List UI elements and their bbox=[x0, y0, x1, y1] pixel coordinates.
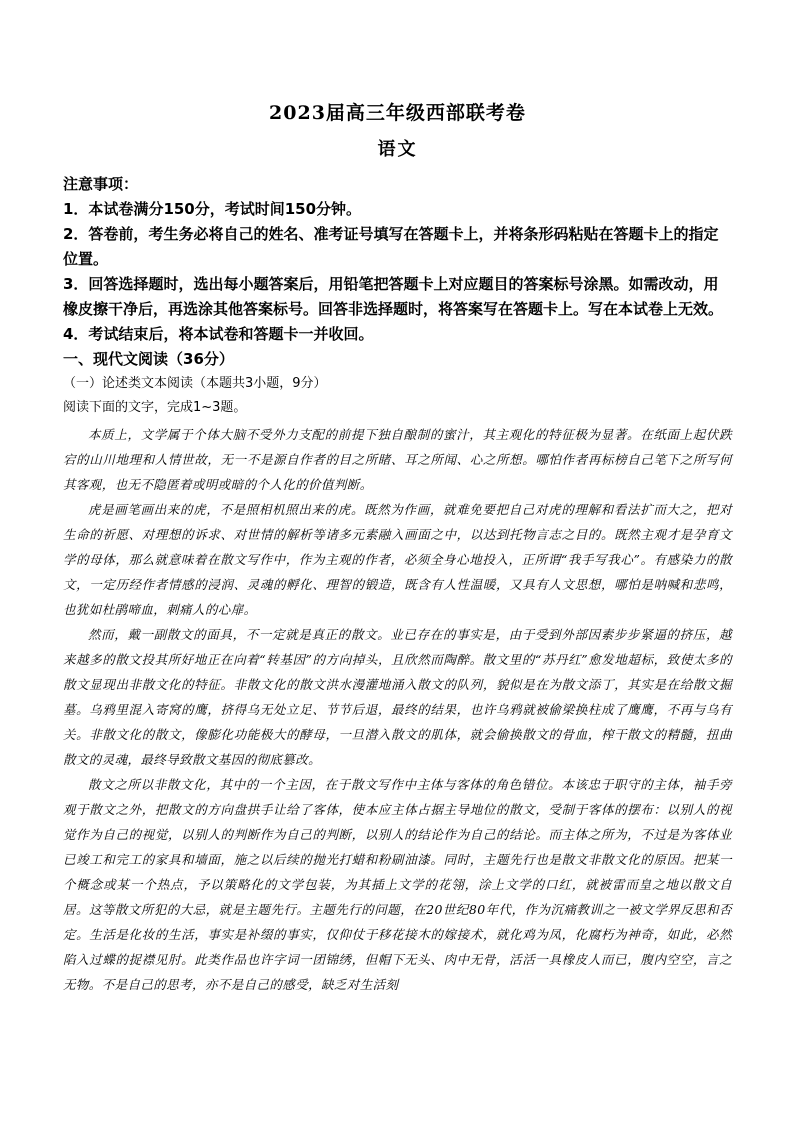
reading-passage bbox=[63, 422, 732, 997]
notice-item-2: 2．答卷前，考生务必将自己的姓名、准考证号填写在答题卡上，并将条形码粘贴在答题卡上的指定位置。 bbox=[63, 225, 719, 268]
reading-instruction: 阅读下面的文字，完成1~3题。 bbox=[63, 400, 247, 415]
subsection-title: （一）论述类文本阅读（本题共3小题，9分） bbox=[63, 376, 327, 391]
notice-block bbox=[63, 172, 732, 347]
notice-heading: 注意事项： bbox=[63, 175, 139, 193]
passage-paragraph-2: 虎是画笔画出来的虎，不是照相机照出来的虎。既然为作画，就难免要把自己对虎的理解和看法扩而大之，把对生命的祈愿、对理想的诉求、对世情的解析等诸多元素融入画面之中，以达到托物言志之目的。既然主观才是孕育文学的母体，那么就意味着在散文写作中，作为主观的作者，必须全身心地投入，正所谓“我手写我心”。有感染力的散文，一定历经作者情感的浸润、灵魂的孵化、理智的锻造，既含有人性温暖，又具有人文思想，哪怕是呐喊和悲鸣，也犹如杜鹃啼血，刺痛人的心扉。 bbox=[63, 502, 732, 617]
passage-paragraph-4: 散文之所以非散文化，其中的一个主因，在于散文写作中主体与客体的角色错位。本该忠于职守的主体，袖手旁观于散文之外，把散文的方向盘拱手让给了客体，使本应主体占据主导地位的散文，受制于客体的摆布：以别人的视觉作为自己的视觉，以别人的判断作为自己的判断，以别人的结论作为自己的结论。而主体之所为，不过是为客体业已竣工和完工的家具和墙面，施之以后续的抛光打蜡和粉刷油漆。同时，主题先行也是散文非散文化的原因。把某一个概念或某一个热点，予以策略化的文学包装，为其插上文学的花翎，涂上文学的口红，就被雷而皇之地以散文自居。这等散文所犯的大忌，就是主题先行。主题先行的问题，在20世纪80年代，作为沉痛教训之一被文学界反思和否定。生活是化妆的生活，事实是补缀的事实，仅仰仗于移花接木的嫁接术，就化鸡为凤，化腐朽为神奇，如此，必然陷入过蝶的捉襟见肘。此类作品也许字词一团锦绣，但帽下无头、肉中无骨，活活一具橡皮人而已，腹内空空，言之无物。不是自己的思考，亦不是自己的感受，缺乏对生活刻 bbox=[63, 777, 732, 992]
section-title: 一、现代文阅读（36分） bbox=[63, 350, 234, 368]
exam-title: 2023届高三年级西部联考卷 bbox=[269, 102, 526, 124]
subject-title: 语文 bbox=[377, 139, 418, 160]
notice-item-4: 4．考试结束后，将本试卷和答题卡一并收回。 bbox=[63, 325, 374, 343]
notice-item-1: 1．本试卷满分150分，考试时间150分钟。 bbox=[63, 200, 362, 218]
passage-paragraph-3: 然而，戴一副散文的面具，不一定就是真正的散文。业已存在的事实是，由于受到外部因素步步紧逼的挤压，越来越多的散文投其所好地正在向着“转基因”的方向掉头，且欣然而陶醉。散文里的“苏丹红”愈发地超标，致使太多的散文显现出非散文化的特征。非散文化的散文洪水漫灌地涌入散文的队列，貌似是在为散文添丁，其实是在给散文掘墓。乌鸦里混入寄窝的鹰，挤得乌无处立足、节节后退，最终的结果，也许乌鸦就被偷梁换柱成了鹰鹰，不再与乌有关。非散文化的散文，像膨化功能极大的酵母，一旦潜入散文的肌体，就会偷换散文的骨血，榨干散文的精髓，扭曲散文的灵魂，最终导致散文基因的彻底篡改。 bbox=[63, 627, 732, 767]
notice-item-3: 3．回答选择题时，选出每小题答案后，用铅笔把答题卡上对应题目的答案标号涂黑。如需改动，用橡皮擦干净后，再选涂其他答案标号。回答非选择题时，将答案写在答题卡上。写在本试卷上无效。 bbox=[63, 275, 724, 318]
passage-paragraph-1: 本质上，文学属于个体大脑不受外力支配的前提下独自酿制的蜜汁，其主观化的特征极为显著。在纸面上起伏跌宕的山川地理和人情世故，无一不是源自作者的目之所睹、耳之所闻、心之所想。哪怕作者再标榜自己笔下之所写何其客观，也无不隐匿着或明或暗的个人化的价值判断。 bbox=[63, 427, 732, 492]
